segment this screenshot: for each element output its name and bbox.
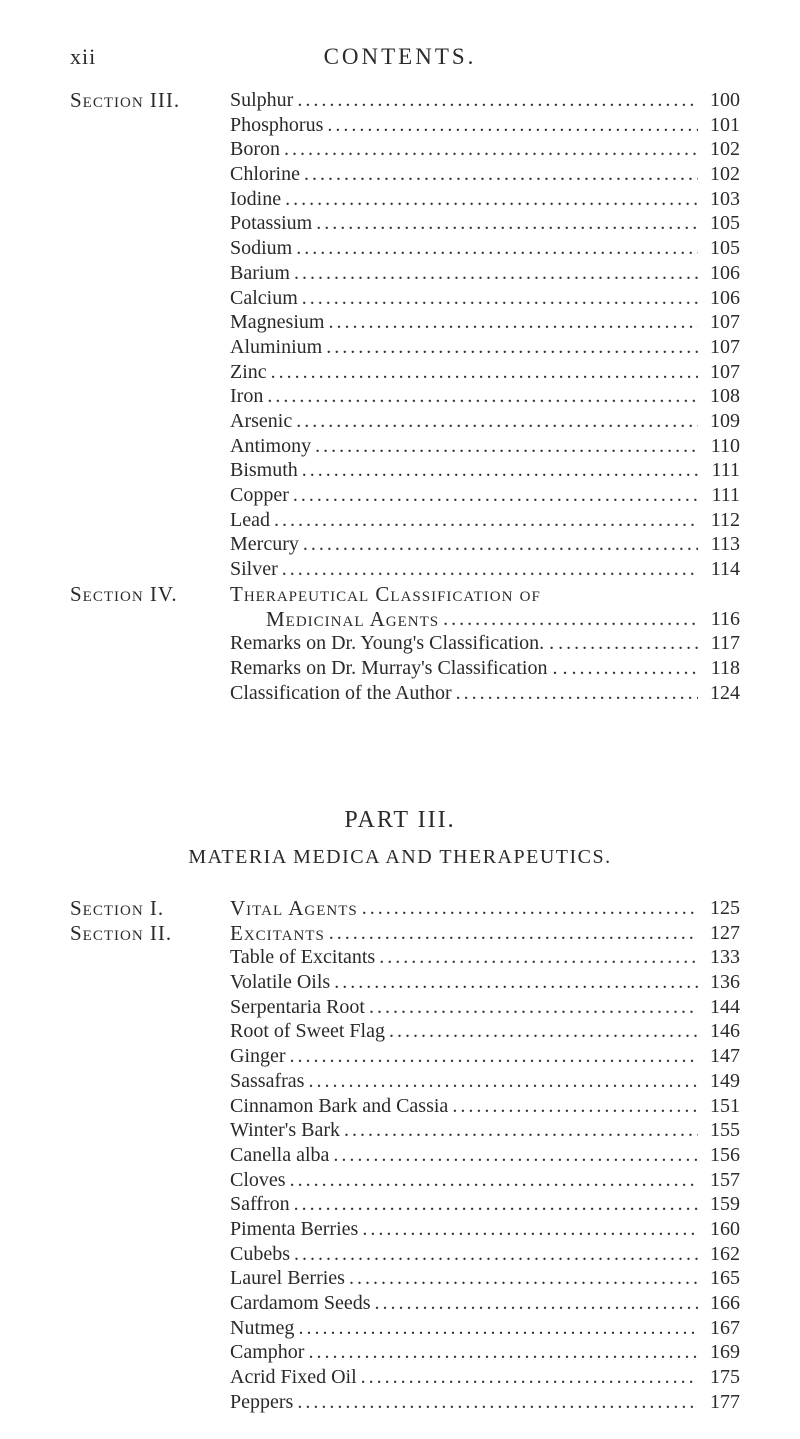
- toc-row: [70, 532, 740, 557]
- section-label: Section III.: [70, 88, 181, 112]
- toc-row: [70, 970, 740, 995]
- entry-title: Cinnamon Bark and Cassia: [230, 1094, 449, 1117]
- leader-dots: [294, 1242, 698, 1267]
- toc-row: [70, 656, 740, 681]
- entry-title: Table of Excitants: [230, 946, 376, 969]
- section-title: Excitants: [230, 920, 325, 945]
- entry-title: Classification of the Author: [230, 681, 452, 704]
- leader-dots: [290, 1168, 698, 1193]
- entry-title: Potassium: [230, 212, 313, 235]
- page-number: 100: [710, 89, 740, 111]
- toc-row: [70, 236, 740, 261]
- entry-title: Cloves: [230, 1168, 286, 1191]
- page-number: 107: [710, 311, 740, 334]
- page-number: 105: [710, 212, 740, 235]
- leader-dots: [315, 434, 698, 459]
- toc-row: [70, 945, 740, 970]
- page-number: 102: [710, 138, 740, 161]
- page-number: 133: [710, 946, 740, 969]
- leader-dots: [379, 945, 698, 970]
- toc-row: [70, 360, 740, 385]
- page-number: 144: [710, 995, 740, 1018]
- page-number: 151: [710, 1094, 740, 1117]
- toc-row: [70, 1365, 740, 1390]
- leader-dots: [443, 607, 698, 632]
- toc-row: [70, 310, 740, 335]
- entry-title: Iodine: [230, 187, 282, 210]
- section-label: Section IV.: [70, 582, 178, 606]
- entry-title: Acrid Fixed Oil: [230, 1366, 357, 1389]
- leader-dots: [571, 656, 698, 681]
- toc-row: [70, 187, 740, 212]
- leader-dots: [297, 1390, 698, 1415]
- entry-title: Laurel Berries: [230, 1267, 345, 1290]
- toc-row: [70, 1143, 740, 1168]
- entry-title: Magnesium: [230, 311, 325, 334]
- entry-title: Volatile Oils: [230, 971, 331, 994]
- toc-row: [70, 384, 740, 409]
- entry-title: Cardamom Seeds: [230, 1292, 371, 1314]
- page-number: 111: [711, 459, 740, 482]
- entry-title: Root of Sweet Flag: [230, 1020, 385, 1043]
- leader-dots: [456, 681, 698, 706]
- page-number: 112: [710, 508, 740, 531]
- entry-title: Boron: [230, 138, 280, 161]
- entry-title: Remarks on Dr. Murray's Classification . .: [230, 657, 568, 680]
- toc-row: [70, 434, 740, 459]
- section-label: Section II.: [70, 920, 173, 945]
- entry-title: Sulphur: [230, 89, 294, 111]
- leader-dots: [302, 458, 698, 483]
- toc-row: [70, 1242, 740, 1267]
- leader-dots: [327, 113, 698, 138]
- toc-row: [70, 582, 740, 607]
- page-number: 167: [710, 1316, 740, 1339]
- leader-dots: [296, 236, 698, 261]
- section-iv-block: [70, 582, 740, 705]
- page-number: 136: [710, 971, 740, 994]
- entry-title: Sassafras: [230, 1069, 305, 1092]
- page-number: 107: [710, 360, 740, 383]
- section-label: Section I.: [70, 896, 165, 920]
- page-number: 105: [710, 237, 740, 260]
- entry-title: Chlorine: [230, 163, 300, 186]
- entry-title: Sodium: [230, 237, 293, 260]
- entry-title: Phosphorus: [230, 113, 324, 136]
- leader-dots: [296, 409, 698, 434]
- toc-row: [70, 995, 740, 1020]
- entry-title: Nutmeg: [230, 1316, 295, 1339]
- leader-dots: [303, 532, 698, 557]
- leader-dots: [329, 921, 698, 946]
- page-number: 114: [710, 558, 740, 581]
- entry-title: Saffron: [230, 1193, 290, 1216]
- page-number: 108: [710, 385, 740, 408]
- page-number: 155: [710, 1119, 740, 1142]
- toc-row: [70, 1168, 740, 1193]
- leader-dots: [389, 1019, 698, 1044]
- toc-row: [70, 286, 740, 311]
- part-subtitle: MATERIA MEDICA AND THERAPEUTICS.: [188, 846, 612, 868]
- leader-dots: [285, 187, 698, 212]
- page-number: 111: [711, 484, 740, 506]
- leader-dots: [308, 1069, 698, 1094]
- page-header: [0, 44, 800, 74]
- leader-dots: [333, 1143, 698, 1168]
- page-number: 102: [710, 163, 740, 186]
- page-number: 147: [710, 1045, 740, 1068]
- entry-title: Mercury: [230, 533, 299, 556]
- page-number: 113: [710, 533, 740, 556]
- toc-row: [70, 896, 740, 921]
- running-head: CONTENTS.: [323, 44, 477, 69]
- part-iii-sections: [70, 896, 740, 1414]
- leader-dots: [271, 360, 698, 385]
- leader-dots: [452, 1094, 698, 1119]
- entry-title: Pimenta Berries: [230, 1217, 359, 1240]
- page-number: 106: [710, 261, 740, 284]
- toc-row: [70, 261, 740, 286]
- entry-title: Canella alba: [230, 1143, 330, 1166]
- toc-row: [70, 162, 740, 187]
- page-number: 118: [710, 657, 740, 680]
- leader-dots: [293, 483, 698, 508]
- entry-title: Remarks on Dr. Young's Classification. .: [230, 632, 555, 655]
- leader-dots: [369, 995, 698, 1020]
- toc-row: [70, 335, 740, 360]
- leader-dots: [284, 137, 698, 162]
- toc-row: [70, 1316, 740, 1341]
- page-number: 116: [710, 607, 740, 630]
- leader-dots: [558, 631, 698, 656]
- page-number: 110: [710, 434, 740, 457]
- page-number: 107: [710, 335, 740, 358]
- section-heading-cont: Medicinal Agents: [266, 606, 440, 631]
- page-number: 160: [710, 1217, 740, 1240]
- leader-dots: [375, 1291, 698, 1316]
- section-heading: Therapeutical Classification of: [230, 582, 541, 606]
- page-number: 166: [710, 1292, 740, 1314]
- leader-dots: [267, 384, 698, 409]
- toc-row: [70, 483, 740, 508]
- toc-row: [70, 88, 740, 113]
- section-title: Vital Agents: [230, 896, 358, 920]
- toc-row: [70, 1192, 740, 1217]
- leader-dots: [298, 1316, 698, 1341]
- leader-dots: [326, 335, 698, 360]
- toc-row: [70, 1118, 740, 1143]
- section-iii-block: [70, 88, 740, 582]
- toc-row: [70, 211, 740, 236]
- leader-dots: [274, 508, 698, 533]
- toc-row: [70, 508, 740, 533]
- toc-row: [70, 1044, 740, 1069]
- leader-dots: [294, 261, 698, 286]
- leader-dots: [308, 1340, 698, 1365]
- leader-dots: [294, 1192, 698, 1217]
- leader-dots: [334, 970, 698, 995]
- toc-row: [70, 1340, 740, 1365]
- page-number: 177: [710, 1390, 740, 1413]
- page-folio: xii: [70, 44, 97, 69]
- entry-title: Iron: [230, 385, 264, 408]
- entry-title: Peppers: [230, 1390, 294, 1413]
- toc-row: [70, 681, 740, 706]
- page-number: 149: [710, 1069, 740, 1092]
- toc-row: [70, 607, 740, 632]
- leader-dots: [290, 1044, 698, 1069]
- entry-title: Silver: [230, 558, 278, 581]
- page-number: 101: [710, 113, 740, 136]
- entry-title: Lead: [230, 508, 270, 531]
- leader-dots: [349, 1266, 698, 1291]
- leader-dots: [328, 310, 698, 335]
- toc-row: [70, 409, 740, 434]
- toc-row: [70, 557, 740, 582]
- entry-title: Camphor: [230, 1341, 305, 1364]
- page-number: 146: [710, 1020, 740, 1043]
- leader-dots: [361, 1365, 698, 1390]
- entry-title: Antimony: [230, 434, 312, 457]
- page-number: 103: [710, 187, 740, 210]
- toc-row: [70, 921, 740, 946]
- leader-dots: [362, 896, 698, 921]
- toc-row: [70, 1390, 740, 1415]
- leader-dots: [316, 211, 698, 236]
- toc-row: [70, 1019, 740, 1044]
- toc-row: [70, 1266, 740, 1291]
- toc-row: [70, 1217, 740, 1242]
- leader-dots: [344, 1118, 698, 1143]
- toc-row: [70, 113, 740, 138]
- entry-title: Winter's Bark: [230, 1119, 340, 1142]
- page-number: 127: [710, 921, 740, 944]
- toc-row: [70, 137, 740, 162]
- page-number: 117: [710, 632, 740, 655]
- part-title: PART III.: [344, 807, 456, 833]
- page-number: 169: [710, 1341, 740, 1364]
- leader-dots: [282, 557, 698, 582]
- leader-dots: [302, 286, 698, 311]
- page-number: 162: [710, 1242, 740, 1265]
- page-number: 165: [710, 1267, 740, 1290]
- page-number: 124: [710, 681, 740, 704]
- page-number: 175: [710, 1366, 740, 1389]
- entry-title: Aluminium: [230, 335, 323, 358]
- entry-title: Arsenic: [230, 409, 293, 432]
- page-number: 159: [710, 1193, 740, 1216]
- toc-row: [70, 1069, 740, 1094]
- page-number: 106: [710, 286, 740, 309]
- entry-title: Bismuth: [230, 459, 298, 482]
- toc-row: [70, 1094, 740, 1119]
- entry-title: Ginger: [230, 1045, 286, 1068]
- entry-title: Cubebs: [230, 1242, 290, 1265]
- leader-dots: [297, 88, 698, 113]
- toc-row: [70, 631, 740, 656]
- page-number: 109: [710, 409, 740, 432]
- entry-title: Serpentaria Root: [230, 995, 365, 1018]
- leader-dots: [304, 162, 698, 187]
- entry-title: Zinc: [230, 360, 267, 383]
- page-number: 157: [710, 1168, 740, 1191]
- page-number: 125: [710, 897, 740, 919]
- entry-title: Copper: [230, 484, 289, 506]
- entry-title: Barium: [230, 261, 290, 284]
- entry-title: Calcium: [230, 286, 298, 309]
- leader-dots: [362, 1217, 698, 1242]
- toc-row: [70, 458, 740, 483]
- page-number: 156: [710, 1143, 740, 1166]
- toc-row: [70, 1291, 740, 1316]
